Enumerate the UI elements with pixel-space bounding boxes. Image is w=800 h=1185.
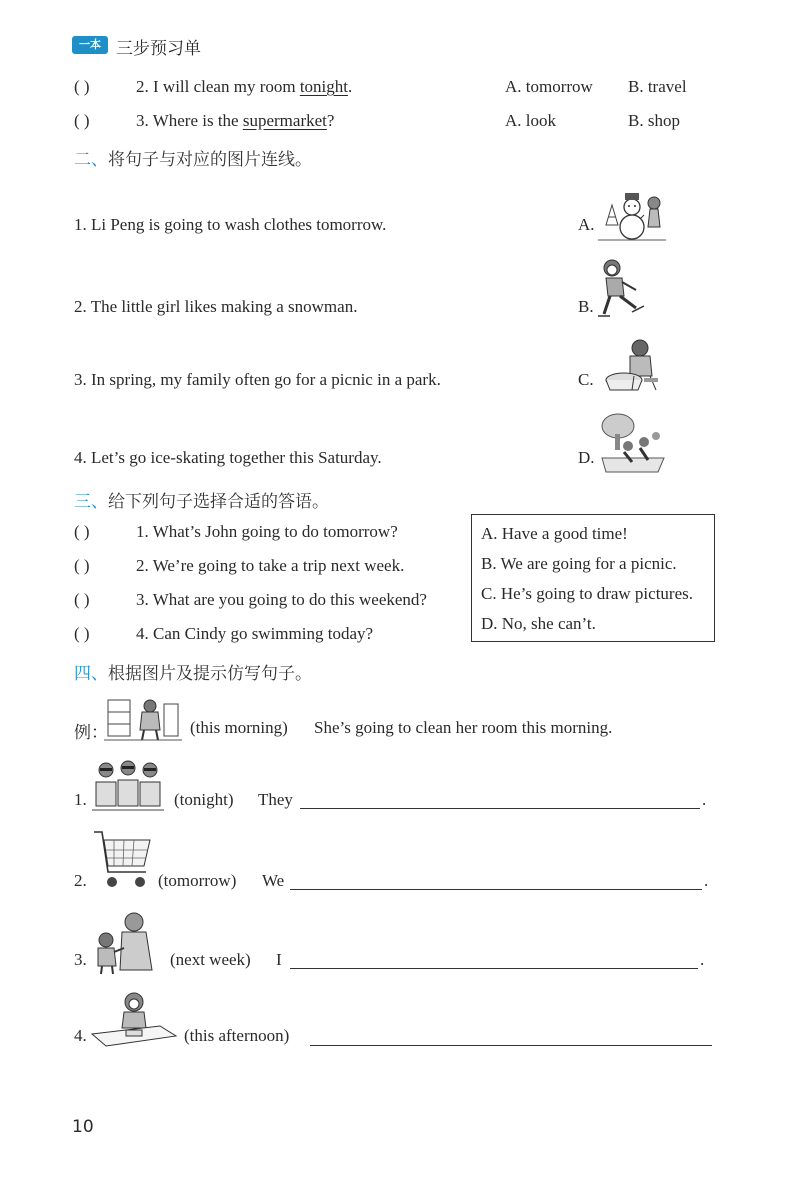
option-a[interactable]: A. look [505,111,556,130]
item-end: . [702,790,707,809]
match-sentence[interactable]: 2. The little girl likes making a snowman. [74,297,358,316]
item-start: They [258,790,293,809]
option-a[interactable]: A. tomorrow [505,77,593,96]
answer-paren[interactable]: ( ) [74,556,90,575]
cleaning-room-picture [104,694,182,742]
question-text: 2. I will clean my room tonight. [136,77,353,96]
answer-paren[interactable]: ( ) [74,590,90,609]
answer-option: B. We are going for a picnic. [481,554,677,573]
option-label-a[interactable]: A. [578,215,595,234]
washing-clothes-picture[interactable] [600,336,662,394]
section-3-heading: 三、给下列句子选择合适的答语。 [74,492,329,512]
brand-logo: 一本 [72,36,108,54]
option-label-d[interactable]: D. [578,448,595,467]
example-label: 例： [74,723,108,743]
match-sentence[interactable]: 4. Let’s go ice-skating together this Saturday. [74,448,382,467]
item-start: I [276,950,282,969]
match-sentence[interactable]: 1. Li Peng is going to wash clothes tomorrow. [74,215,387,234]
item-hint: (tonight) [174,790,234,809]
answer-blank-1[interactable] [300,808,700,809]
answer-paren[interactable]: ( ) [74,624,90,643]
question-text: 4. Can Cindy go swimming today? [136,624,374,643]
option-label-b[interactable]: B. [578,297,594,316]
match-sentence[interactable]: 3. In spring, my family often go for a picnic in a park. [74,370,441,389]
item-number: 2. [74,871,87,890]
item-hint: (this afternoon) [184,1026,290,1045]
item-start: We [262,871,285,890]
option-b[interactable]: B. shop [628,111,680,130]
example-sentence: She’s going to clean her room this morning. [314,718,613,737]
visiting-grandma-picture [92,910,156,976]
answer-paren[interactable]: ( ) [74,77,90,96]
section-2-heading: 二、将句子与对应的图片连线。 [74,150,312,170]
question-text: 1. What’s John going to do tomorrow? [136,522,398,541]
question-text: 3. Where is the supermarket? [136,111,335,130]
answer-blank-3[interactable] [290,968,698,969]
answer-option: A. Have a good time! [481,524,628,543]
answer-option: C. He’s going to draw pictures. [481,584,693,603]
answer-paren[interactable]: ( ) [74,522,90,541]
item-end: . [700,950,705,969]
cinema-audience-picture [92,758,164,812]
underlined-word: tonight [299,77,348,96]
example-hint: (this morning) [190,718,288,737]
answer-option: D. No, she can’t. [481,614,596,633]
ice-skating-picture[interactable] [596,256,656,324]
drawing-picture [90,990,178,1052]
picnic-picture[interactable] [598,412,668,474]
question-text: 3. What are you going to do this weekend? [136,590,427,609]
item-number: 4. [74,1026,87,1045]
answer-box [471,514,715,642]
item-hint: (tomorrow) [158,871,237,890]
snowman-picture[interactable] [598,185,666,243]
header-title: 三步预习单 [116,39,201,59]
shopping-cart-picture [92,828,154,896]
item-number: 1. [74,790,87,809]
question-text: 2. We’re going to take a trip next week. [136,556,405,575]
item-hint: (next week) [170,950,251,969]
underlined-word: supermarket [242,111,327,130]
option-label-c[interactable]: C. [578,370,594,389]
section-4-heading: 四、根据图片及提示仿写句子。 [74,664,312,684]
answer-paren[interactable]: ( ) [74,111,90,130]
item-number: 3. [74,950,87,969]
item-end: . [704,871,709,890]
answer-blank-2[interactable] [290,889,702,890]
page-number: 10 [72,1117,94,1137]
answer-blank-4[interactable] [310,1045,712,1046]
option-b[interactable]: B. travel [628,77,687,96]
